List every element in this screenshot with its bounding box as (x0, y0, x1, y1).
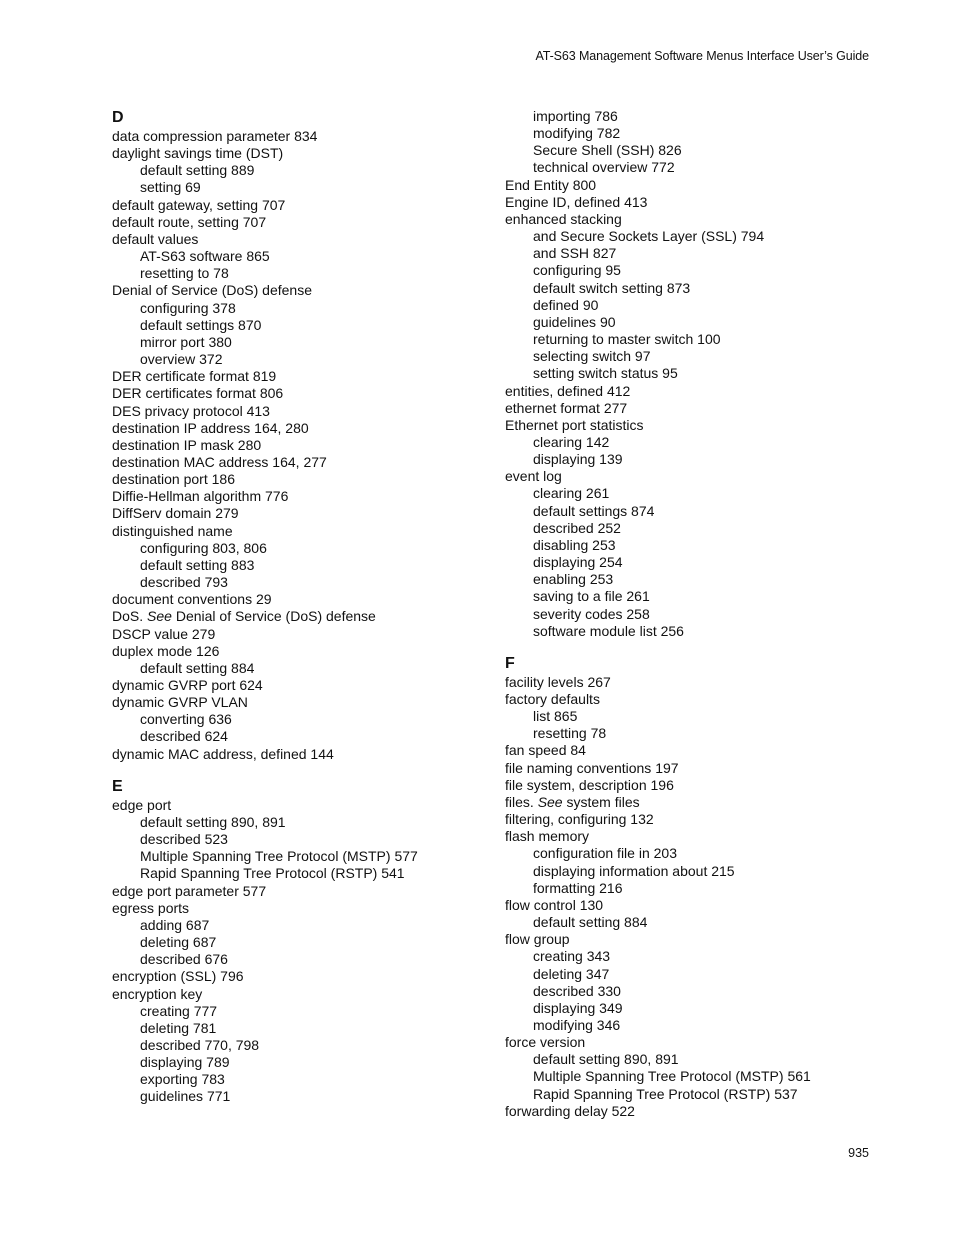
index-entry: flow control 130 (505, 896, 604, 913)
index-entry: destination IP address 164, 280 (112, 419, 309, 436)
section-spacer (112, 763, 482, 777)
index-subentry: default setting 890, 891 (533, 1051, 679, 1068)
index-entry: ethernet format 277 (505, 399, 628, 416)
index-entry: enhanced stacking (505, 210, 622, 227)
index-entry: forwarding delay 522 (505, 1102, 635, 1119)
index-entry: dynamic GVRP VLAN (112, 694, 248, 711)
index-subentry: saving to a file 261 (533, 588, 650, 605)
index-subentry: default setting 884 (140, 659, 255, 676)
index-entry: flow group (505, 931, 570, 948)
index-entry: file naming conventions 197 (505, 759, 679, 776)
index-subentry: technical overview 772 (533, 159, 675, 176)
index-subentry: creating 777 (140, 1002, 218, 1019)
index-subentry: AT-S63 software 865 (140, 248, 270, 265)
index-subentry: displaying information about 215 (533, 862, 735, 879)
section-spacer (505, 640, 885, 654)
index-subentry: Multiple Spanning Tree Protocol (MSTP) 577 (140, 848, 418, 865)
index-subentry: clearing 261 (533, 485, 610, 502)
see-reference: See (537, 793, 563, 810)
index-subentry: guidelines 771 (140, 1088, 231, 1105)
entry-text: files. (505, 793, 538, 810)
index-subentry: displaying 349 (533, 999, 623, 1016)
index-subentry: exporting 783 (140, 1071, 225, 1088)
index-subentry: setting switch status 95 (533, 365, 678, 382)
index-subentry: list 865 (533, 708, 578, 725)
index-section-letter: F (505, 654, 515, 672)
index-subentry: described 330 (533, 982, 621, 999)
index-subentry: importing 786 (533, 108, 618, 124)
entry-text: DoS. (112, 608, 148, 625)
index-section-letter: E (112, 777, 123, 795)
index-subentry: configuring 95 (533, 262, 621, 279)
index-subentry: described 523 (140, 831, 228, 848)
index-subentry: default settings 870 (140, 316, 262, 333)
index-entry: destination IP mask 280 (112, 436, 262, 453)
index-subentry: Rapid Spanning Tree Protocol (RSTP) 541 (140, 865, 405, 882)
index-entry: egress ports (112, 899, 190, 916)
index-subentry: default setting 890, 891 (140, 813, 286, 830)
index-subentry: creating 343 (533, 948, 611, 965)
index-column-left (112, 108, 482, 1106)
index-entry: dynamic GVRP port 624 (112, 677, 263, 693)
index-entry: encryption (SSL) 796 (112, 968, 244, 985)
index-subentry: displaying 789 (140, 1054, 230, 1071)
index-subentry: configuring 378 (140, 299, 236, 316)
index-entry: distinguished name (112, 522, 233, 539)
index-entry: Engine ID, defined 413 (505, 193, 648, 210)
index-column-right (505, 108, 885, 1120)
index-subentry: described 252 (533, 519, 621, 536)
see-target: Denial of Service (DoS) defense (171, 608, 376, 625)
index-subentry: configuring 803, 806 (140, 539, 267, 556)
see-target: system files (562, 793, 640, 810)
index-subentry: default setting 884 (533, 914, 648, 931)
index-subentry: converting 636 (140, 711, 232, 728)
index-entry: filtering, configuring 132 (505, 811, 654, 828)
index-subentry: mirror port 380 (140, 333, 232, 350)
see-reference: See (147, 608, 172, 625)
index-entry: DES privacy protocol 413 (112, 402, 270, 419)
index-subentry: Multiple Spanning Tree Protocol (MSTP) 561 (533, 1068, 811, 1085)
index-subentry: defined 90 (533, 296, 599, 313)
index-subentry: severity codes 258 (533, 605, 650, 622)
index-section-letter: D (112, 109, 124, 126)
index-subentry: default settings 874 (533, 502, 655, 519)
index-entry: Diffie-Hellman algorithm 776 (112, 488, 289, 505)
index-subentry: modifying 782 (533, 125, 621, 142)
index-entry: Ethernet port statistics (505, 416, 644, 433)
index-entry: default route, setting 707 (112, 213, 267, 230)
index-subentry: and Secure Sockets Layer (SSL) 794 (533, 228, 765, 245)
index-subentry: default setting 889 (140, 162, 255, 179)
index-subentry: displaying 139 (533, 451, 623, 468)
index-entry: default gateway, setting 707 (112, 196, 286, 213)
index-entry: DER certificates format 806 (112, 385, 284, 402)
index-subentry: deleting 347 (533, 965, 610, 982)
index-entry: edge port parameter 577 (112, 882, 267, 899)
index-entry: document conventions 29 (112, 591, 272, 608)
index-entry: End Entity 800 (505, 176, 597, 193)
index-entry: DER certificate format 819 (112, 368, 277, 385)
index-subentry: Rapid Spanning Tree Protocol (RSTP) 537 (533, 1085, 798, 1102)
index-subentry: default setting 883 (140, 556, 255, 573)
index-entry: facility levels 267 (505, 673, 611, 690)
index-subentry: and SSH 827 (533, 245, 617, 262)
index-entry: encryption key (112, 985, 203, 1002)
running-header: AT-S63 Management Software Menus Interface User’s Guide (535, 49, 869, 63)
index-subentry: configuration file in 203 (533, 845, 677, 862)
index-entry: edge port (112, 796, 172, 813)
index-entry: Denial of Service (DoS) defense (112, 282, 312, 299)
index-entry (505, 794, 885, 811)
index-subentry: disabling 253 (533, 536, 616, 553)
index-subentry: described 624 (140, 728, 228, 745)
index-entry: destination port 186 (112, 471, 235, 488)
index-subentry: described 770, 798 (140, 1036, 260, 1053)
index-subentry: software module list 256 (533, 622, 684, 639)
index-subentry: described 793 (140, 574, 228, 591)
index-entry: destination MAC address 164, 277 (112, 453, 327, 470)
index-entry: DSCP value 279 (112, 625, 216, 642)
index-subentry: resetting 78 (533, 725, 607, 742)
index-subentry: deleting 687 (140, 934, 217, 951)
index-entry: dynamic MAC address, defined 144 (112, 745, 334, 762)
page-number: 935 (848, 1146, 869, 1160)
index-subentry: setting 69 (140, 179, 201, 196)
index-subentry: adding 687 (140, 916, 210, 933)
index-subentry: selecting switch 97 (533, 348, 651, 365)
index-subentry: guidelines 90 (533, 313, 616, 330)
index-subentry: formatting 216 (533, 879, 623, 896)
index-entry: daylight savings time (DST) (112, 145, 284, 162)
index-subentry: displaying 254 (533, 554, 623, 571)
index-entry: default values (112, 230, 199, 247)
index-entry: file system, description 196 (505, 776, 674, 793)
index-entry: duplex mode 126 (112, 642, 220, 659)
index-subentry: Secure Shell (SSH) 826 (533, 142, 682, 159)
index-subentry: default switch setting 873 (533, 279, 691, 296)
index-entry: flash memory (505, 828, 590, 845)
index-subentry: modifying 346 (533, 1016, 621, 1033)
index-entry: DiffServ domain 279 (112, 505, 239, 522)
index-entry: data compression parameter 834 (112, 128, 318, 144)
index-subentry: clearing 142 (533, 433, 610, 450)
index-subentry: returning to master switch 100 (533, 331, 721, 348)
index-subentry: enabling 253 (533, 571, 614, 588)
index-subentry: resetting to 78 (140, 265, 229, 282)
index-entry: entities, defined 412 (505, 382, 631, 399)
index-entry: force version (505, 1034, 586, 1051)
index-entry: event log (505, 468, 562, 485)
index-subentry: described 676 (140, 951, 228, 968)
index-entry (112, 608, 482, 625)
index-entry: fan speed 84 (505, 742, 586, 759)
index-entry: factory defaults (505, 691, 600, 707)
index-subentry: overview 372 (140, 351, 223, 368)
index-subentry: deleting 781 (140, 1019, 217, 1036)
